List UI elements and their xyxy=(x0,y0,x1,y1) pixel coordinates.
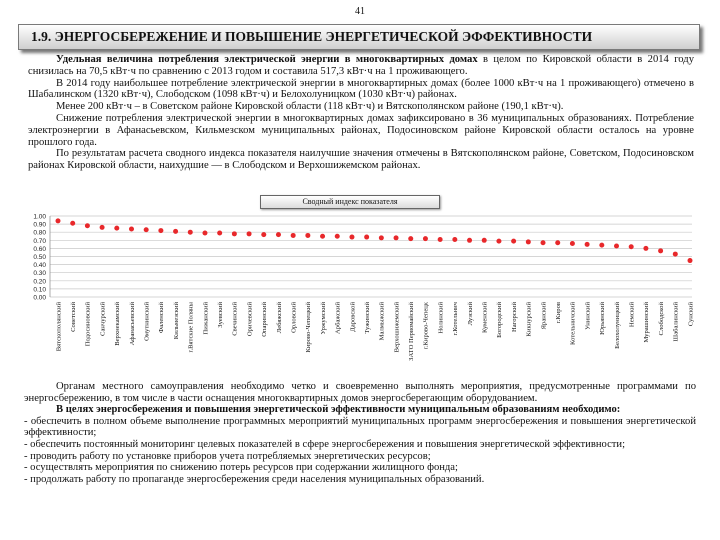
data-point xyxy=(217,231,222,236)
category-label: Даровской xyxy=(349,302,357,332)
data-point xyxy=(261,232,266,237)
list-item: - осуществлять мероприятия по снижению потерь ресурсов при содержании жилищного фонда; xyxy=(24,462,458,474)
paragraph-3: Менее 200 кВт·ч – в Советском районе Кировской области (118 кВт·ч) и Вятскополянском районе (190,1 кВт·ч). xyxy=(56,101,564,113)
data-point xyxy=(247,231,252,236)
list-item: - обеспечить постоянный мониторинг целевых показателей в сфере энергосбережения и повышения энергетической эффективности; xyxy=(24,438,626,450)
paragraph-1-bold: Удельная величина потребления электрической энергии в многоквартирных домах xyxy=(56,54,478,65)
data-point xyxy=(394,235,399,240)
data-point xyxy=(188,230,193,235)
y-tick-label: 0.10 xyxy=(33,286,46,294)
data-point xyxy=(526,239,531,244)
data-point xyxy=(70,221,75,226)
data-point xyxy=(158,228,163,233)
category-label: Немский xyxy=(628,302,636,328)
list-item: - продолжать работу по пропаганде энергосбережения среди населения муниципальных образований. xyxy=(24,473,485,485)
data-point xyxy=(599,243,604,248)
category-label: Слободской xyxy=(657,302,665,336)
category-label: Яранский xyxy=(540,302,548,330)
data-point xyxy=(585,242,590,247)
y-tick-label: 0.90 xyxy=(33,221,46,229)
category-label: Омутнинский xyxy=(143,302,151,341)
data-point xyxy=(335,234,340,239)
list-item: - проводить работу по установке приборов учета потребляемых энергетических ресурсов; xyxy=(24,450,431,462)
y-tick-label: 0.50 xyxy=(33,254,46,261)
category-label: Куменский xyxy=(481,302,489,333)
category-label: Верхошижемский xyxy=(393,302,401,353)
y-tick-label: 0.20 xyxy=(33,278,46,286)
category-label: Шабалинский xyxy=(672,302,680,342)
data-point xyxy=(688,258,693,263)
category-label: Опаринский xyxy=(261,302,269,337)
y-tick-label: 0.80 xyxy=(33,229,46,237)
data-point xyxy=(482,238,487,243)
category-label: Кирово-Чепецкий xyxy=(305,302,313,353)
paragraph-7: В целях энергосбережения и повышения энергетической эффективности муниципальным образованиям необходимо: xyxy=(56,404,621,416)
data-point xyxy=(452,237,457,242)
data-point xyxy=(629,244,634,249)
data-point xyxy=(541,240,546,245)
data-point xyxy=(643,246,648,251)
section-title: 1.9. ЭНЕРГОСБЕРЕЖЕНИЕ И ПОВЫШЕНИЕ ЭНЕРГЕТИЧЕСКОЙ ЭФФЕКТИВНОСТИ xyxy=(31,29,593,44)
data-point xyxy=(144,227,149,232)
category-label: Белохолуницкий xyxy=(613,302,621,349)
category-label: Фаленский xyxy=(158,302,166,334)
category-label: Афанасьевский xyxy=(128,302,136,346)
data-point xyxy=(291,233,296,238)
y-tick-label: 0.00 xyxy=(33,294,46,302)
data-point xyxy=(408,236,413,241)
category-label: Орловский xyxy=(290,302,298,333)
category-label: г.Котельнич xyxy=(452,302,460,336)
data-point xyxy=(173,229,178,234)
data-point xyxy=(423,236,428,241)
category-label: г.Кирово-Чепецк xyxy=(422,302,430,350)
category-label: Подосиновский xyxy=(84,302,92,347)
category-label: Унинский xyxy=(584,302,592,330)
data-point xyxy=(320,234,325,239)
y-tick-label: 0.60 xyxy=(33,245,46,253)
category-label: Сунский xyxy=(687,302,695,327)
data-point xyxy=(364,235,369,240)
paragraph-5: По результатам расчета сводного индекса показателя наилучшие значения отмечены в Вятскополянском районе, Советском, Подосиновском районах Кировской области, наихудшие — в Слободском и Верхошижемском районах. xyxy=(28,148,694,172)
data-point xyxy=(614,243,619,248)
data-point xyxy=(658,248,663,253)
category-label: Юрьянский xyxy=(599,302,607,335)
category-label: Богородский xyxy=(496,302,504,338)
data-point xyxy=(511,239,516,244)
y-tick-label: 0.70 xyxy=(33,237,46,245)
text-body xyxy=(28,54,694,172)
category-label: Лебяжский xyxy=(275,302,283,334)
data-point xyxy=(555,240,560,245)
data-point xyxy=(467,238,472,243)
category-label: Малмыжский xyxy=(378,302,386,341)
data-point xyxy=(379,235,384,240)
data-point xyxy=(85,223,90,228)
data-point xyxy=(114,226,119,231)
data-point xyxy=(438,237,443,242)
category-label: Санчурский xyxy=(99,302,107,336)
category-label: г.Вятские Поляны xyxy=(187,302,195,353)
paragraph-2: В 2014 году наибольшее потребление электрической энергии в многоквартирных домах (более 1000 кВт·ч на 1 проживающего) отмечено в Шабалинском (1320 кВт·ч), Слободском (1098 кВт·ч) и Белохолуницком (1030 кВт·ч) районах. xyxy=(28,77,694,101)
category-label: Свечинский xyxy=(231,302,239,336)
category-label: Арбажский xyxy=(334,302,342,334)
paragraph-6: Органам местного самоуправления необходимо четко и своевременно выполнять мероприятия, предусмотренные программами по энергосбережению, в том числе в части оснащения многоквартирных домов энергосберегающим оборудованием. xyxy=(24,381,696,404)
data-point xyxy=(673,252,678,257)
paragraph-1 xyxy=(28,54,694,78)
data-point xyxy=(100,225,105,230)
category-label: Уржумский xyxy=(319,302,327,335)
category-label: Пижанский xyxy=(202,302,210,335)
category-label: Вятскополянский xyxy=(55,302,63,352)
category-label: Нагорский xyxy=(510,302,518,333)
data-point xyxy=(305,233,310,238)
category-label: Мурашинский xyxy=(643,302,651,343)
category-label: Советский xyxy=(69,302,77,332)
category-label: Лузский xyxy=(466,302,474,326)
category-label: Зуевский xyxy=(216,302,224,328)
paragraph-4: Снижение потребления электрической энергии в многоквартирных домах зафиксировано в 36 муниципальных образованиях. Потребление электроэнергии в Афанасьевском, Кильмезском муниципальных районах, Подосиновском районе Кировской области осталось на уровне прошлого года. xyxy=(28,112,694,148)
data-point xyxy=(496,239,501,244)
recommendations xyxy=(24,381,696,485)
data-point xyxy=(276,232,281,237)
data-point xyxy=(349,235,354,240)
chart-svg xyxy=(20,198,700,376)
data-point xyxy=(129,226,134,231)
category-label: Кикнурский xyxy=(525,302,533,337)
y-tick-label: 1.00 xyxy=(33,213,46,221)
category-label: Нолинский xyxy=(437,302,445,334)
category-label: г.Киров xyxy=(555,302,563,324)
list-item: - обеспечить в полном объеме выполнение программных мероприятий муниципальных программ энергосбережения и повышения энергетической эффективности; xyxy=(24,415,696,439)
category-label: ЗАТО Первомайский xyxy=(408,302,416,361)
category-label: Кильмезский xyxy=(172,302,180,340)
y-tick-label: 0.40 xyxy=(33,262,46,270)
data-point xyxy=(232,231,237,236)
section-title-banner xyxy=(18,24,700,50)
data-point xyxy=(570,241,575,246)
chart-title: Сводный индекс показателя xyxy=(260,195,440,209)
page-number: 41 xyxy=(355,6,365,17)
category-label: Тужинский xyxy=(363,302,371,334)
category-label: Котельничский xyxy=(569,302,577,345)
category-label: Верхнекамский xyxy=(114,302,122,346)
paragraph-1-rest: в целом по Кировской области в 2014 году снизилась на 70,5 кВт·ч по сравнению с 2013 годом и составила 517,3 кВт·ч на 1 проживающего. xyxy=(28,54,694,77)
y-tick-label: 0.30 xyxy=(33,270,46,278)
data-point xyxy=(202,231,207,236)
category-label: Оричевский xyxy=(246,302,254,337)
index-chart xyxy=(20,198,700,376)
data-point xyxy=(56,218,61,223)
